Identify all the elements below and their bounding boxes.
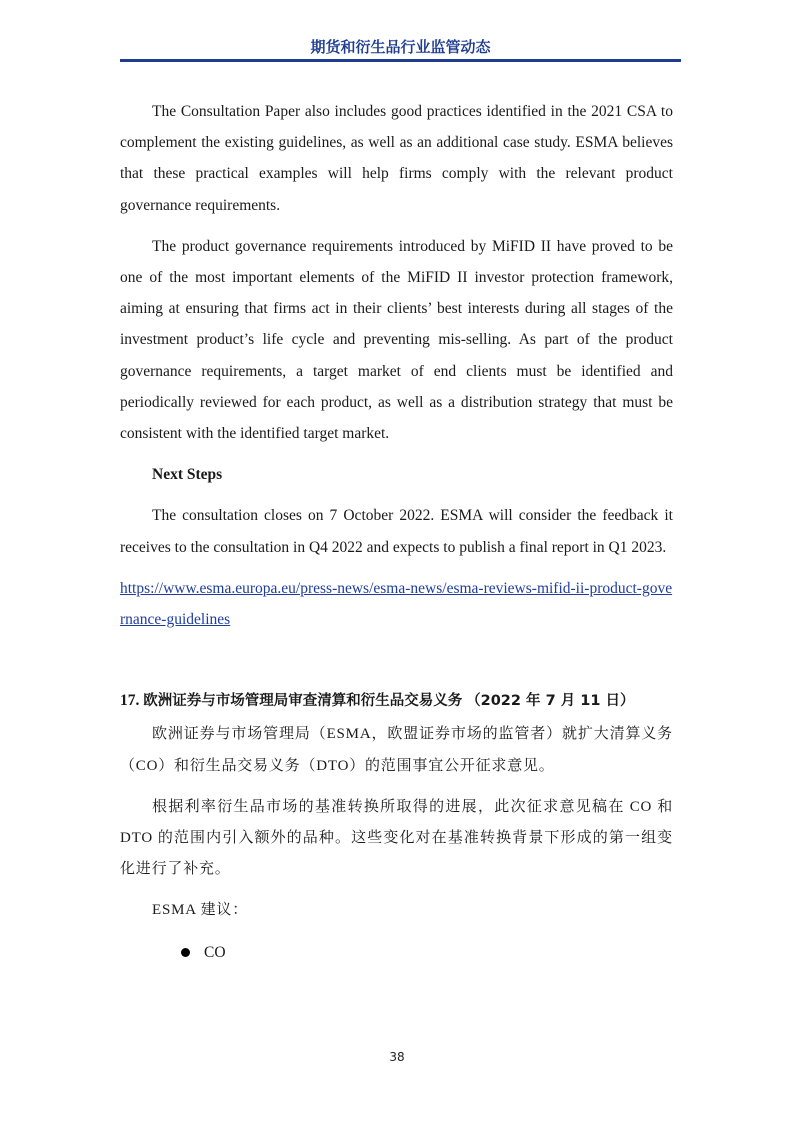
page-header-title: 期货和衍生品行业监管动态 (310, 38, 491, 56)
section-17-paragraph-1: 欧洲证券与市场管理局（ESMA，欧盟证券市场的监管者）就扩大清算义务（CO）和衍生品交易义务（DTO）的范围事宜公开征求意见。 (120, 726, 673, 774)
source-link[interactable]: https://www.esma.europa.eu/press-news/esma-news/esma-reviews-mifid-ii-product-governance-guidelines (120, 579, 673, 629)
section-title: 欧洲证券与市场管理局审查清算和衍生品交易义务 (143, 693, 463, 710)
section-date: （2022 年 7 月 11 日） (466, 693, 635, 710)
bullet-dot-icon (181, 948, 190, 957)
source-link-paragraph (120, 573, 673, 635)
page-content (120, 96, 673, 968)
section-number: 17. (120, 692, 140, 710)
bullet-item-co (120, 937, 673, 968)
page-number: 38 (389, 1050, 405, 1064)
next-steps-heading: Next Steps (152, 466, 223, 484)
bullet-item-label: CO (204, 943, 226, 961)
section-17-paragraph-2: 根据利率衍生品市场的基准转换所取得的进展，此次征求意见稿在 CO 和 DTO 的范围内引入额外的品种。这些变化对在基准转换背景下形成的第一组变化进行了补充。 (120, 798, 673, 878)
section-17-heading (120, 685, 673, 717)
paragraph-next-steps: The consultation closes on 7 October 2022. ESMA will consider the feedback it receives to the consultation in Q4 2022 and expects to publish a final report in Q1 2023. (120, 507, 673, 556)
paragraph-consultation-paper: The Consultation Paper also includes good practices identified in the 2021 CSA to complement the existing guidelines, as well as an additional case study. ESMA believes that these practical examples will help firms comply with the relevant product governance requirements. (120, 103, 673, 214)
section-17-paragraph-3: ESMA 建议： (152, 902, 248, 919)
header-rule (120, 59, 681, 62)
paragraph-product-governance: The product governance requirements introduced by MiFID II have proved to be one of the most important elements of the MiFID II investor protection framework, aiming at ensuring that firms act in their clients’ best interests during all stages of the investment product’s life cycle and preventing mis-selling. As part of the product governance requirements, a target market of end clients must be identified and periodically reviewed for each product, as well as a distribution strategy that must be consistent with the identified target market. (120, 237, 673, 443)
